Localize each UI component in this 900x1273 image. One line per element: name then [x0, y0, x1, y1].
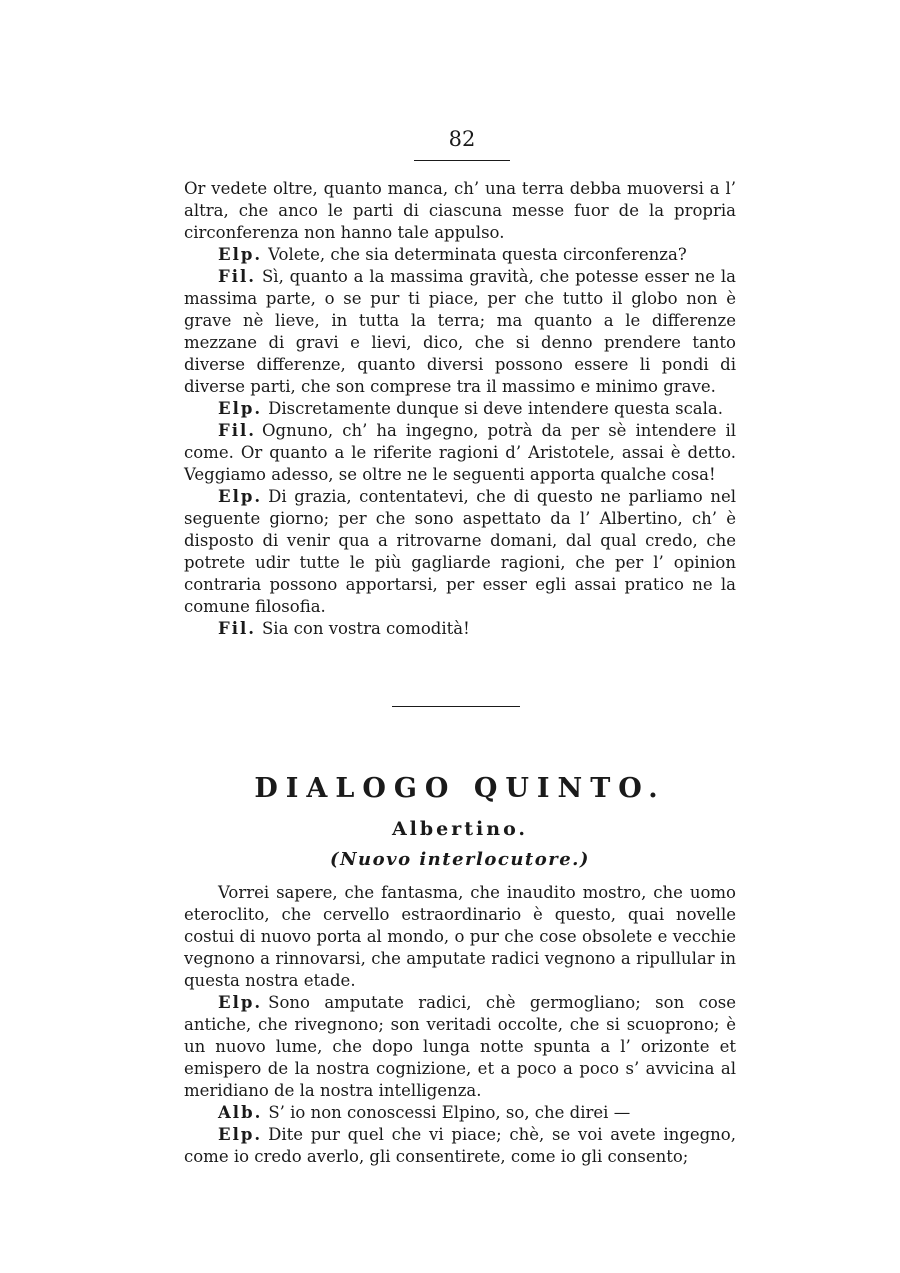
- paragraph: [184, 486, 736, 618]
- paragraph-text: Dite pur quel che vi piace; chè, se voi avete ingegno, come io credo averlo, gli consentirete, come io gli consento;: [184, 1125, 736, 1166]
- paragraph-text: Discretamente dunque si deve intendere questa scala.: [268, 399, 724, 418]
- paragraph-text: Vorrei sapere, che fantasma, che inaudito mostro, che uomo eteroclito, che cervello estraordinario è questo, quai novelle costui di nuovo porta al mondo, o pur che cose obsolete e vecchie vegnono a rinnovarsi, che amputate radici vegnono a ripullular in questa nostra etade.: [184, 883, 736, 990]
- paragraph-text: Di grazia, contentatevi, che di questo ne parliamo nel seguente giorno; per che sono aspettato da l’ Albertino, ch’ è disposto di venir qua a ritrovarne domani, dal qual credo, che potrete udir tutte le più gagliarde ragioni, che per l’ opinion contraria possono apportarsi, per esser egli assai pratico ne la comune filosofia.: [184, 487, 736, 616]
- section-divider: [392, 706, 520, 707]
- speaker-label: Elp.: [218, 487, 263, 506]
- paragraph: [184, 1124, 736, 1168]
- paragraph-text: Ognuno, ch’ ha ingegno, potrà da per sè intendere il come. Or quanto a le riferite ragioni d’ Aristotele, assai è detto. Veggiamo adesso, se oltre ne le seguenti apporta qualche cosa!: [184, 421, 736, 484]
- speaker-label: Fil.: [218, 421, 256, 440]
- paragraph-text: Or vedete oltre, quanto manca, ch’ una terra debba muoversi a l’ altra, che anco le parti di ciascuna messe fuor de la propria circonferenza non hanno tale appulso.: [184, 179, 736, 242]
- paragraph: [184, 420, 736, 486]
- paragraph: [184, 178, 736, 244]
- paragraph-text: Sia con vostra comodità!: [262, 619, 470, 638]
- section-top-text: [184, 178, 736, 640]
- paragraph: [184, 882, 736, 992]
- paragraph: [184, 618, 736, 640]
- paragraph: [184, 244, 736, 266]
- dialog-text: [184, 882, 736, 1168]
- paragraph: [184, 992, 736, 1102]
- new-speaker-name: Albertino.: [391, 818, 529, 840]
- speaker-label: Elp.: [218, 245, 263, 264]
- paragraph-text: Volete, che sia determinata questa circonferenza?: [268, 245, 687, 264]
- page-number: 82: [448, 127, 476, 151]
- paragraph: [184, 1102, 736, 1124]
- paragraph: [184, 398, 736, 420]
- speaker-label: Alb.: [218, 1103, 263, 1122]
- speaker-label: Fil.: [218, 619, 256, 638]
- speaker-label: Fil.: [218, 267, 256, 286]
- interlocutor-note: (Nuovo interlocutore.): [330, 849, 590, 870]
- paragraph-text: Sono amputate radici, chè germogliano; son cose antiche, che rivegnono; son veritadi occolte, che si scuoprono; è un nuovo lume, che dopo lunga notte spunta a l’ orizonte et emispero de la nostra cognizione, et a poco a poco s’ avvicina al meridiano de la nostra intelligenza.: [184, 993, 736, 1100]
- top-rule: [414, 160, 510, 161]
- speaker-label: Elp.: [218, 1125, 263, 1144]
- paragraph-text: S’ io non conoscessi Elpino, so, che direi —: [268, 1103, 631, 1122]
- speaker-label: Elp.: [218, 993, 263, 1012]
- dialog-heading: DIALOGO QUINTO.: [254, 773, 666, 804]
- speaker-label: Elp.: [218, 399, 263, 418]
- paragraph: [184, 266, 736, 398]
- paragraph-text: Sì, quanto a la massima gravità, che potesse esser ne la massima parte, o se pur ti piace, per che tutto il globo non è grave nè lieve, in tutta la terra; ma quanto a le differenze mezzane di gravi e lievi, dico, che si denno prendere tanto diverse differenze, quanto diversi possono essere li pondi di diverse parti, che son comprese tra il massimo e minimo grave.: [184, 267, 736, 396]
